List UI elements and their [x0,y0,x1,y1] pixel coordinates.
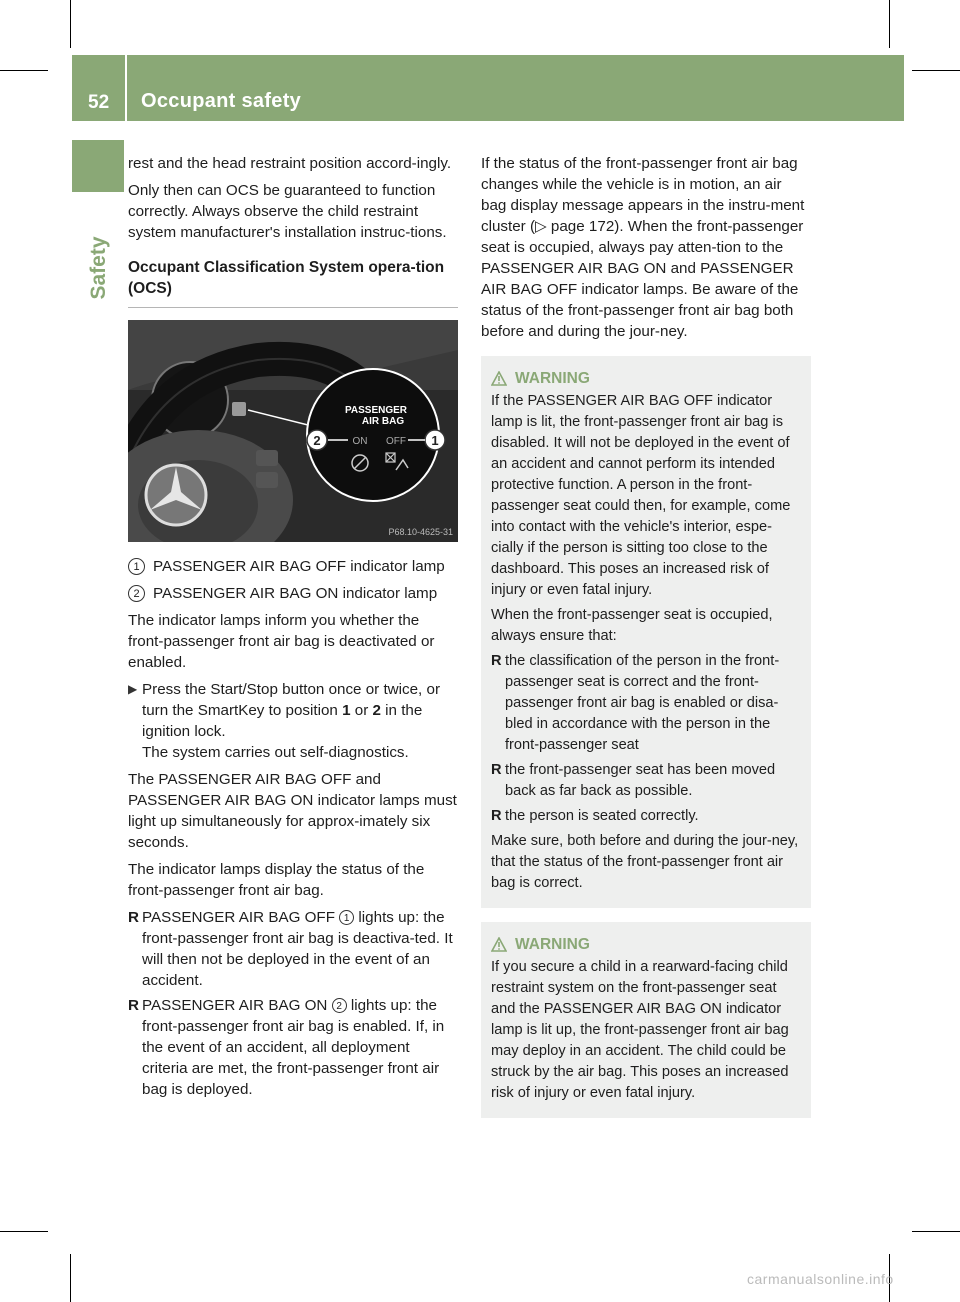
section-tab [72,140,124,192]
warning-heading: WARNING [491,368,801,389]
warning-box: WARNING If you secure a child in a rearward-facing child restraint system on the front-passenger seat and the PASSENGER AIR BAG ON indicator lamp is lit up, the front-passenger front air bag may deploy in an accident. The child could be struck by the air bag. This poses an increased risk of injury or even fatal injury. [481,922,811,1118]
crop-mark [70,1254,71,1302]
figure-code: P68.10-4625-31 [388,527,453,537]
bullet-icon: R [491,653,502,669]
bullet-icon: R [491,808,502,824]
heading-rule [128,307,458,308]
body-paragraph: The indicator lamps display the status of the front-passenger front air bag. [128,861,425,899]
callout-number: 1 [128,558,145,575]
warning-icon [491,937,507,952]
warning-box: WARNING If the PASSENGER AIR BAG OFF indicator lamp is lit, the front-passenger front air bag is disabled. It will not be deployed in the event of an accident and cannot perform its intended protective function. A person in the front-passenger seat could then, for example, come into contact with the vehicle's interior, espe-cially if the person is sitting too close to the dashboard. This poses an increased risk of injury or even fatal injury. When the front-passenger seat is occupied, always ensure that: R the classification of the person in the front-passenger seat is correct and the front-passenger front air bag is enabled or disa-bled in accordance with the person in the front-passenger seat R the front-passenger seat has been moved back as far back as possible. R the person is seated correctly. Make sure, both before and during the jour-ney, that the status of the front-passenger front air bag is correct. [481,356,811,908]
figure-off-label: OFF [386,436,406,447]
left-column [128,153,458,1104]
ocs-figure [128,320,458,542]
mercedes-star-icon [146,465,206,525]
list-item: R PASSENGER AIR BAG ON 2 lights up: the front-passenger front air bag is enabled. If, in the event of an accident, all deployment criteria are met, the front-passenger front air bag is deployed. [128,997,445,1098]
crop-mark [0,1231,48,1232]
crop-mark [0,70,48,71]
body-paragraph: The indicator lamps inform you whether the front-passenger front air bag is deactivated or enabled. [128,612,435,671]
callout-number: 2 [332,998,347,1013]
body-paragraph: The PASSENGER AIR BAG OFF and PASSENGER AIR BAG ON indicator lamps must light up simultaneously for approx-imately six seconds. [128,771,457,851]
crop-mark [912,70,960,71]
right-column [481,153,811,1118]
instruction-step: ▶ Press the Start/Stop button once or twice, or turn the SmartKey to position 1 or 2 in the ignition lock. The system carries out self-diagnostics. [128,681,440,761]
crop-mark [912,1231,960,1232]
intro-paragraph: rest and the head restraint position accord-ingly. [128,155,452,172]
list-item: R the front-passenger seat has been moved back as far back as possible. [491,760,801,802]
warning-heading: WARNING [491,934,801,955]
header-separator [125,55,127,121]
figure-on-label: ON [352,436,368,447]
watermark: carmanualsonline.info [747,1271,894,1287]
arrow-right-icon: ▶ [128,682,138,696]
figure-label: PASSENGER [344,405,408,416]
figure-label: AIR BAG [361,416,405,427]
page-number: 52 [88,92,110,113]
bullet-icon: R [491,762,502,778]
warning-icon [491,371,507,386]
body-paragraph: If the status of the front-passenger front air bag changes while the vehicle is in motion, an air bag display message appears in the instru-ment cluster (▷ page 172). When the front-passenger seat is occupied, always pay atten-tion to the PASSENGER AIR BAG ON and PASSENGER AIR BAG OFF indicator lamps. Be aware of the status of the front-passenger front air bag both before and during the jour-ney. [481,155,805,340]
section-label: Safety [87,236,110,300]
page-reference-link[interactable]: ▷ page 172 [535,218,615,235]
bullet-icon: R [128,997,139,1014]
list-item: R the person is seated correctly. [491,806,801,827]
callout-number: 2 [128,585,145,602]
intro-paragraph: Only then can OCS be guaranteed to function correctly. Always observe the child restraint system manufacturer's installation instruc-tions. [128,182,447,241]
legend-item: 1 PASSENGER AIR BAG OFF indicator lamp [128,556,458,577]
step-result: The system carries out self-diagnostics. [142,744,409,761]
callout-number: 1 [339,910,354,925]
page-title: Occupant safety [141,90,302,112]
figure-callout-2: 2 [313,433,321,448]
list-item: R the classification of the person in the front-passenger seat is correct and the front-passenger front air bag is enabled or disa-bled in accordance with the person in the front-passenger seat [491,651,801,756]
figure-callout-1: 1 [431,433,439,448]
bullet-icon: R [128,909,139,926]
legend-item: 2 PASSENGER AIR BAG ON indicator lamp [128,583,458,604]
crop-mark [70,0,71,48]
crop-mark [889,0,890,48]
section-heading: Occupant Classification System opera-tion (OCS) [128,259,445,297]
list-item: R PASSENGER AIR BAG OFF 1 lights up: the front-passenger front air bag is deactiva-ted. It will then not be deployed in the event of an accident. [128,909,453,989]
